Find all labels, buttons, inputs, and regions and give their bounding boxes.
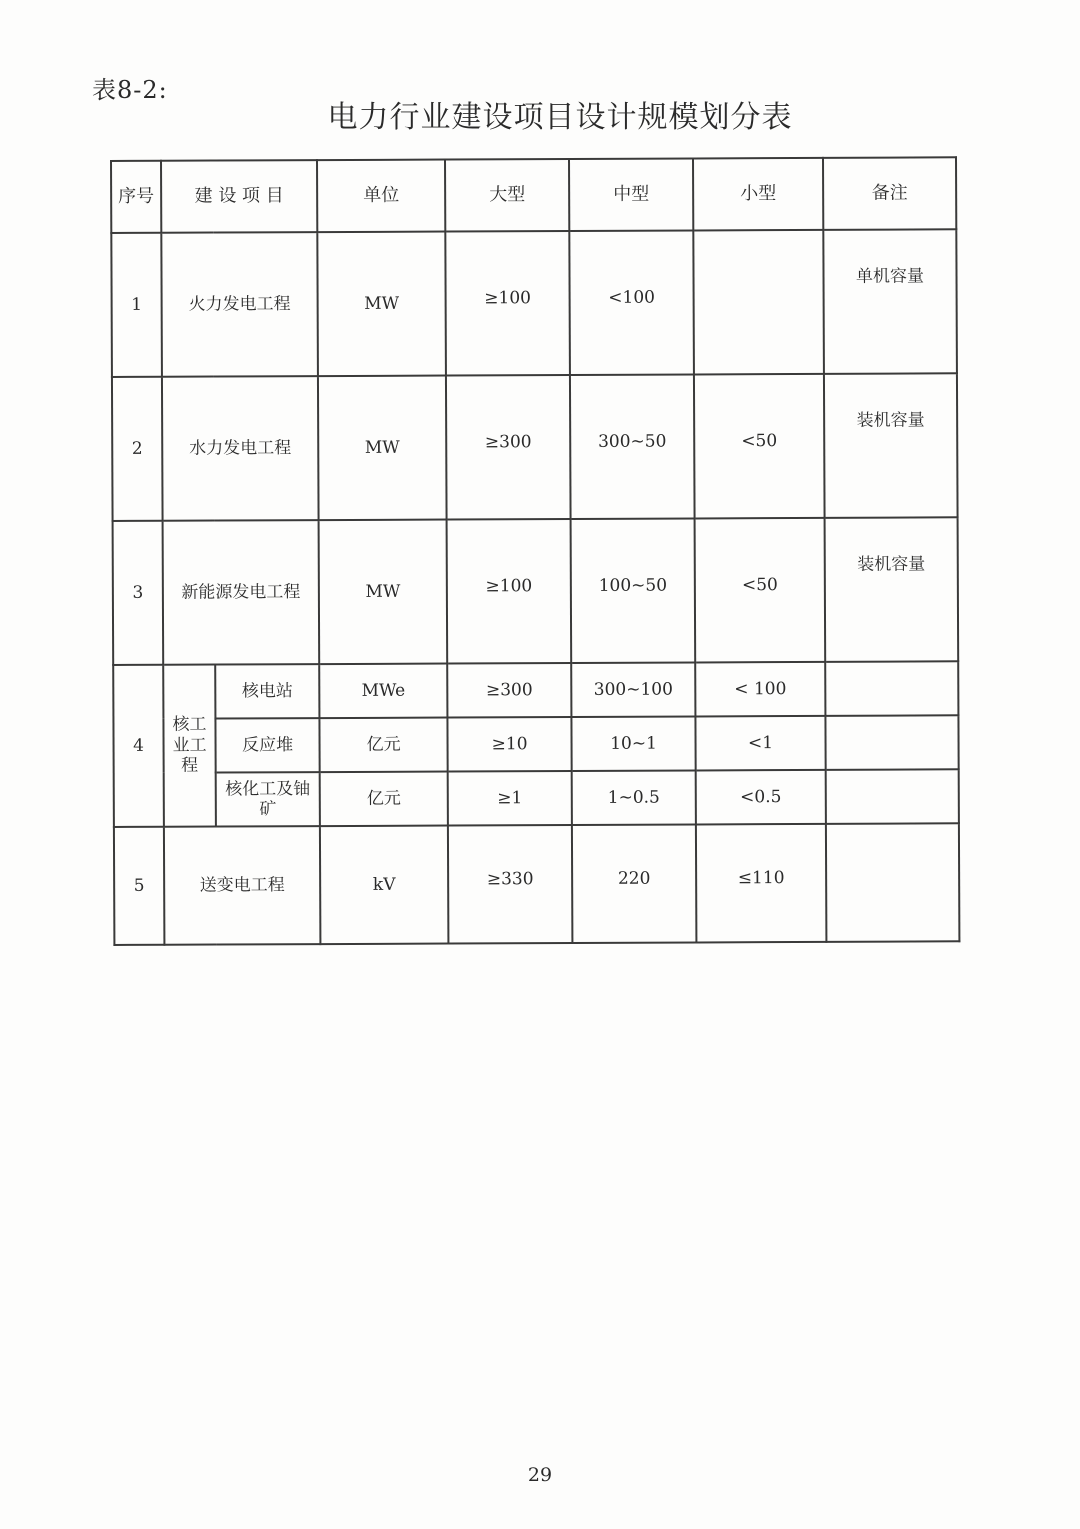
header-remark: 备注 [823,157,956,230]
page-title: 电力行业建设项目设计规模划分表 [327,100,793,135]
table-row [111,229,957,377]
cell-medium: <100 [569,230,694,375]
cell-unit: MW [317,232,446,377]
cell-large: ≥300 [447,663,571,718]
cell-large: ≥330 [448,825,573,944]
cell-unit: MW [319,520,448,665]
cell-project: 火力发电工程 [161,232,318,377]
header-project: 建 设 项 目 [161,160,317,233]
page-number: 29 [527,1464,553,1486]
cell-small [693,230,824,375]
cell-small: <1 [695,716,825,771]
cell-no: 3 [113,521,164,665]
cell-large: ≥1 [448,771,572,826]
cell-unit: MW [318,376,447,521]
cell-large: ≥100 [447,519,572,664]
cell-unit: 亿元 [320,772,448,827]
header-medium: 中型 [569,158,693,231]
cell-small: ≤110 [696,824,827,943]
scale-classification-table [110,156,960,946]
table-label: 表8-2: [92,76,168,104]
cell-small: < 100 [695,662,825,717]
cell-unit: kV [320,826,449,945]
cell-small: <0.5 [696,770,826,825]
cell-project: 反应堆 [215,718,319,772]
cell-no: 4 [113,665,164,827]
cell-medium: 100~50 [571,518,696,663]
cell-medium: 1~0.5 [572,770,696,825]
header-small: 小型 [693,158,823,231]
cell-category: 核工业工程 [163,665,216,827]
cell-medium: 300~100 [571,662,695,717]
cell-remark [826,769,959,824]
cell-medium: 220 [572,824,697,943]
cell-unit: 亿元 [319,718,447,773]
cell-remark [826,823,960,942]
table-row [113,715,958,773]
table-header-row [111,157,956,233]
cell-remark: 装机容量 [824,373,958,518]
cell-no: 1 [111,233,162,377]
cell-project: 核化工及铀矿 [216,772,320,826]
header-no: 序号 [111,161,161,233]
cell-remark: 装机容量 [825,517,959,662]
cell-no: 2 [112,377,163,521]
cell-remark: 单机容量 [823,229,957,374]
cell-project: 新能源发电工程 [163,520,320,665]
header-unit: 单位 [317,160,445,233]
cell-remark [825,715,958,770]
cell-medium: 10~1 [571,716,695,771]
table-row [114,823,960,945]
header-large: 大型 [445,159,569,232]
table-row [113,517,959,665]
table-row [112,373,958,521]
cell-large: ≥100 [445,231,570,376]
cell-project: 送变电工程 [164,826,321,945]
cell-unit: MWe [319,664,447,719]
table-row [113,661,958,719]
cell-no: 5 [114,827,165,945]
cell-small: <50 [694,374,825,519]
cell-medium: 300~50 [570,374,695,519]
cell-project: 水力发电工程 [162,376,319,521]
cell-project: 核电站 [215,664,319,718]
cell-large: ≥10 [447,717,571,772]
cell-remark [825,661,958,716]
table-row [114,769,959,827]
cell-small: <50 [695,518,826,663]
cell-large: ≥300 [446,375,571,520]
